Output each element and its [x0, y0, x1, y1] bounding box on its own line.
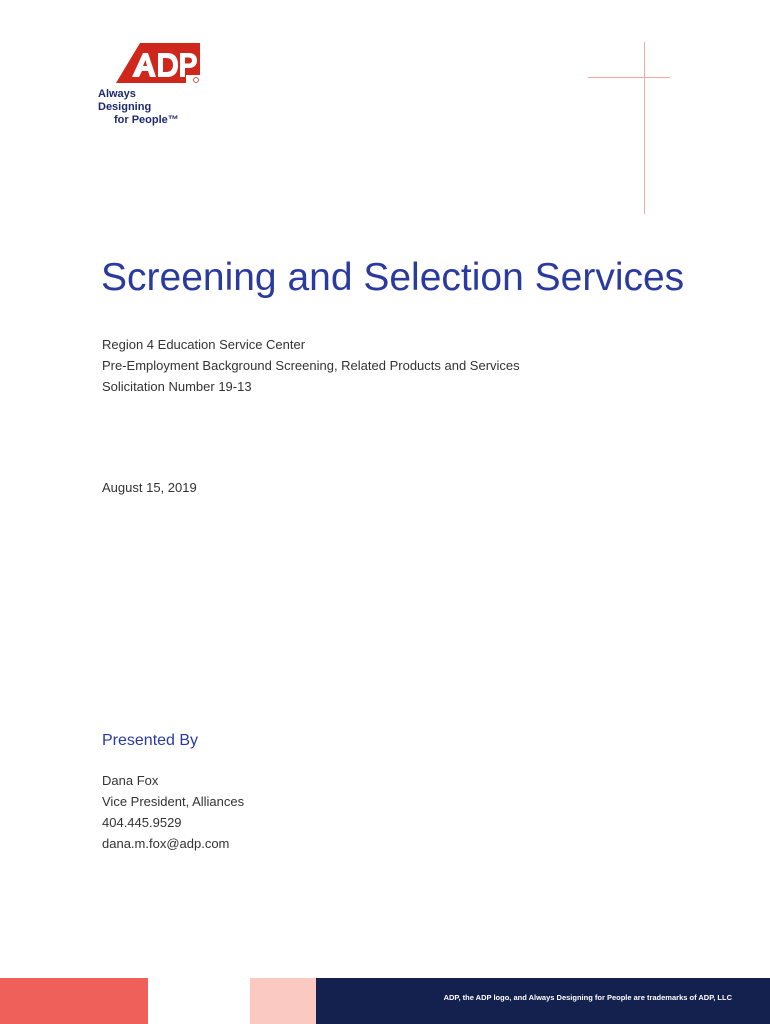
adp-logo	[98, 41, 218, 126]
contact-email: dana.m.fox@adp.com	[102, 836, 230, 851]
trademark-notice: ADP, the ADP logo, and Always Designing for People are trademarks of ADP, LLC	[443, 993, 732, 1002]
footer-red-segment	[0, 978, 148, 1024]
solicitation-info	[102, 334, 520, 397]
info-line-solicitation: Solicitation Number 19-13	[102, 379, 252, 394]
info-line-subject: Pre-Employment Background Screening, Related Products and Services	[102, 358, 520, 373]
tagline-line-1: Always Designing	[98, 88, 152, 113]
contact-block	[102, 770, 244, 854]
info-line-organization: Region 4 Education Service Center	[102, 337, 306, 352]
presented-by-heading: Presented By	[102, 732, 199, 749]
contact-position: Vice President, Alliances	[102, 794, 245, 809]
decorative-cross-vertical	[644, 42, 645, 214]
footer-pink-segment	[250, 978, 316, 1024]
contact-phone: 404.445.9529	[102, 815, 182, 830]
document-title: Screening and Selection Services	[101, 256, 685, 299]
document-date: August 15, 2019	[102, 480, 197, 495]
logo-tagline	[98, 88, 190, 127]
adp-logo-mark	[112, 41, 204, 85]
footer-white-segment	[148, 978, 250, 1024]
decorative-cross-horizontal	[588, 77, 670, 78]
footer-band	[0, 978, 770, 1024]
contact-name: Dana Fox	[102, 773, 159, 788]
footer-navy-segment	[316, 978, 770, 1024]
tagline-line-2: for People™	[114, 114, 179, 126]
